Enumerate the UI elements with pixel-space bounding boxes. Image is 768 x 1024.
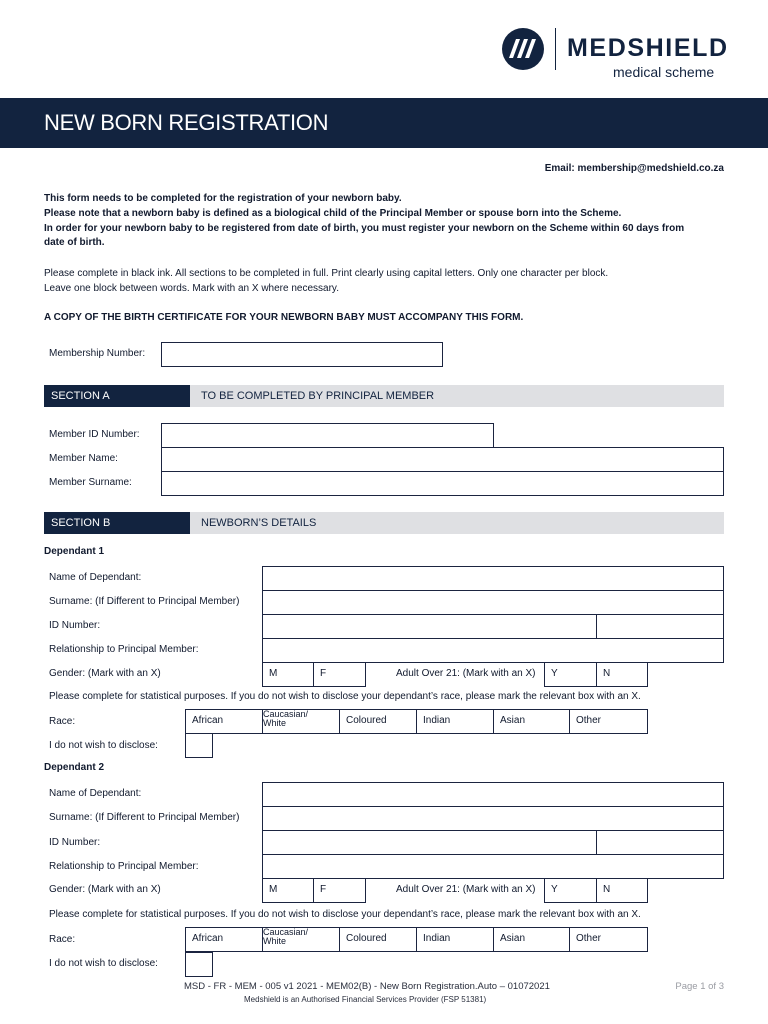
dependant-id-field[interactable]	[262, 830, 597, 855]
race-caucasian-box[interactable]	[262, 709, 340, 734]
race-asian-box[interactable]: Asian	[493, 927, 570, 952]
no-disclose-checkbox[interactable]	[185, 733, 213, 758]
race-coloured-box[interactable]: Coloured	[339, 709, 417, 734]
membership-number-field[interactable]	[161, 342, 443, 367]
gender-male-box[interactable]: M	[262, 662, 314, 687]
intro-line-3: In order for your newborn baby to be registered from date of birth, you must register your newborn on the Scheme within 60 days from	[44, 223, 685, 234]
race-caucasian-line-1: Caucasian/	[263, 927, 309, 937]
no-disclose-label: I do not wish to disclose:	[49, 740, 158, 751]
membership-number-label: Membership Number:	[49, 348, 146, 359]
certificate-notice: A COPY OF THE BIRTH CERTIFICATE FOR YOUR NEWBORN BABY MUST ACCOMPANY THIS FORM.	[44, 312, 524, 323]
dependant-name-label: Name of Dependant:	[49, 788, 142, 799]
race-indian-box[interactable]: Indian	[416, 709, 494, 734]
intro-line-2: Please note that a newborn baby is defined as a biological child of the Principal Member or spouse born into the Scheme.	[44, 208, 622, 219]
race-caucasian-line-1: Caucasian/	[263, 709, 309, 719]
page-title: NEW BORN REGISTRATION	[44, 110, 329, 135]
intro-line-4: date of birth.	[44, 237, 105, 248]
adult-yes-box[interactable]: Y	[544, 878, 597, 903]
gender-female-box[interactable]: F	[313, 878, 366, 903]
adult-over-21-label: Adult Over 21: (Mark with an X)	[396, 884, 536, 895]
dependant-id-label: ID Number:	[49, 620, 101, 631]
race-note: Please complete for statistical purposes. If you do not wish to disclose your dependant’s race, please mark the relevant box with an X.	[49, 691, 641, 702]
race-coloured-box[interactable]: Coloured	[339, 927, 417, 952]
race-indian-box[interactable]: Indian	[416, 927, 494, 952]
section-a-title: TO BE COMPLETED BY PRINCIPAL MEMBER	[190, 385, 724, 407]
race-caucasian-box[interactable]	[262, 927, 340, 952]
member-id-field[interactable]	[161, 423, 494, 448]
member-surname-label: Member Surname:	[49, 477, 132, 488]
intro-line-1: This form needs to be completed for the registration of your newborn baby.	[44, 193, 402, 204]
logo-tagline: medical scheme	[613, 64, 715, 80]
gender-female-box[interactable]: F	[313, 662, 366, 687]
race-other-box[interactable]: Other	[569, 927, 648, 952]
dependant-surname-field[interactable]	[262, 806, 724, 831]
dependant-title: Dependant 1	[44, 546, 105, 557]
race-asian-box[interactable]: Asian	[493, 709, 570, 734]
dependant-surname-label: Surname: (If Different to Principal Member)	[49, 596, 240, 607]
member-id-label: Member ID Number:	[49, 429, 140, 440]
footer-doc-code: MSD - FR - MEM - 005 v1 2021 - MEM02(B) - New Born Registration.Auto – 01072021	[184, 981, 550, 992]
dependant-name-label: Name of Dependant:	[49, 572, 142, 583]
race-caucasian-line-2: White	[263, 718, 287, 728]
instructions-line-2: Leave one block between words. Mark with an X where necessary.	[44, 283, 339, 294]
adult-over-21-label: Adult Over 21: (Mark with an X)	[396, 668, 536, 679]
section-a-code: SECTION A	[44, 385, 190, 407]
dependant-gender-label: Gender: (Mark with an X)	[49, 884, 161, 895]
dependant-id-extra-field[interactable]	[596, 830, 724, 855]
logo-divider	[555, 28, 556, 70]
no-disclose-label: I do not wish to disclose:	[49, 958, 158, 969]
member-name-field[interactable]	[161, 447, 724, 472]
adult-no-box[interactable]: N	[596, 878, 648, 903]
dependant-name-field[interactable]	[262, 566, 724, 591]
dependant-relationship-label: Relationship to Principal Member:	[49, 644, 199, 655]
footer-page-number: Page 1 of 3	[675, 981, 724, 992]
logo-brand-name: MEDSHIELD	[567, 34, 729, 62]
dependant-id-label: ID Number:	[49, 837, 101, 848]
dependant-title: Dependant 2	[44, 762, 105, 773]
contact-email: Email: membership@medshield.co.za	[544, 163, 724, 174]
race-note: Please complete for statistical purposes. If you do not wish to disclose your dependant’s race, please mark the relevant box with an X.	[49, 909, 641, 920]
dependant-relationship-field[interactable]	[262, 854, 724, 879]
dependant-name-field[interactable]	[262, 782, 724, 807]
race-other-box[interactable]: Other	[569, 709, 648, 734]
member-surname-field[interactable]	[161, 471, 724, 496]
race-caucasian-line-2: White	[263, 936, 287, 946]
race-african-box[interactable]: African	[185, 709, 263, 734]
footer-fsp-note: Medshield is an Authorised Financial Services Provider (FSP 51381)	[244, 995, 487, 1004]
section-b-code: SECTION B	[44, 512, 190, 534]
dependant-relationship-field[interactable]	[262, 638, 724, 663]
medshield-logo-icon	[500, 27, 546, 71]
adult-no-box[interactable]: N	[596, 662, 648, 687]
no-disclose-checkbox[interactable]	[185, 952, 213, 977]
member-name-label: Member Name:	[49, 453, 118, 464]
dependant-surname-label: Surname: (If Different to Principal Member)	[49, 812, 240, 823]
gender-male-box[interactable]: M	[262, 878, 314, 903]
adult-yes-box[interactable]: Y	[544, 662, 597, 687]
dependant-relationship-label: Relationship to Principal Member:	[49, 861, 199, 872]
section-b-title: NEWBORN’S DETAILS	[190, 512, 724, 534]
race-label: Race:	[49, 934, 76, 945]
race-african-box[interactable]: African	[185, 927, 263, 952]
dependant-gender-label: Gender: (Mark with an X)	[49, 668, 161, 679]
dependant-surname-field[interactable]	[262, 590, 724, 615]
instructions-line-1: Please complete in black ink. All sections to be completed in full. Print clearly using capital letters. Only one character per block.	[44, 268, 609, 279]
dependant-id-extra-field[interactable]	[596, 614, 724, 639]
race-label: Race:	[49, 716, 76, 727]
dependant-id-field[interactable]	[262, 614, 597, 639]
